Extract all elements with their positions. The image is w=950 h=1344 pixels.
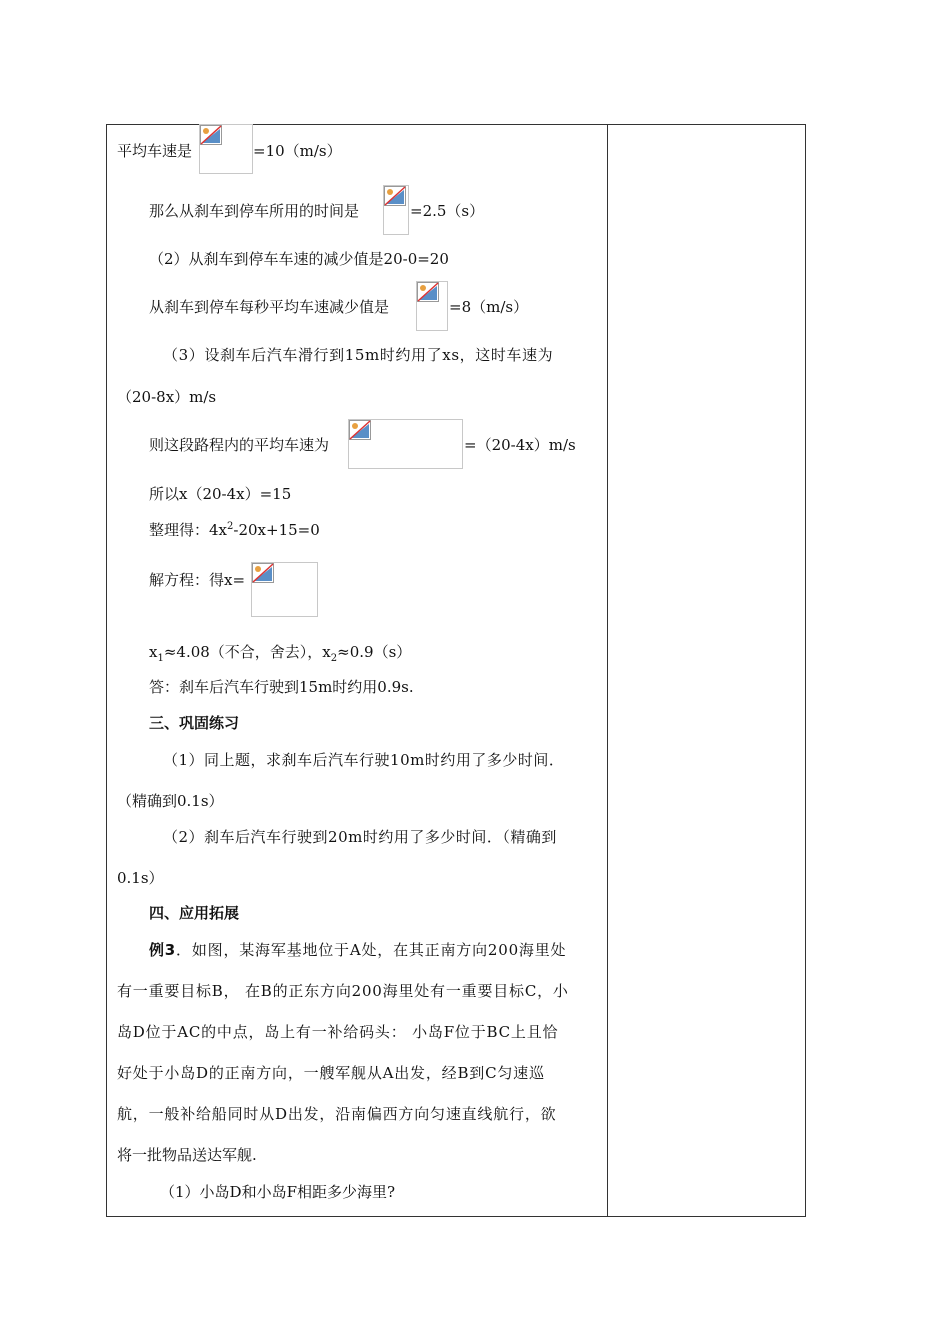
text-line: 答：刹车后汽车行驶到15m时约用0.9s. <box>149 678 414 696</box>
text-line: （1）同上题，求刹车后汽车行驶10m时约用了多少时间． <box>163 751 565 769</box>
text-line: （20-8x）m/s <box>117 388 217 406</box>
text-line: （2）刹车后汽车行驶到20m时约用了多少时间．（精确到 <box>163 828 557 846</box>
text-line: （1）小岛D和小岛F相距多少海里? <box>160 1183 396 1201</box>
section-heading: 四、应用拓展 <box>149 904 240 922</box>
formula-image-placeholder <box>251 562 318 617</box>
column-divider <box>607 125 608 1216</box>
text-line: =10（m/s） <box>253 142 342 160</box>
formula-image-placeholder <box>199 124 253 174</box>
text-line: 则这段路程内的平均车速为 <box>149 436 330 454</box>
text-line: =8（m/s） <box>449 298 529 316</box>
example-label: 例3 <box>149 941 177 959</box>
text-line: （2）从刹车到停车车速的减少值是20-0=20 <box>149 250 449 268</box>
formula-image-placeholder <box>348 419 463 469</box>
text-line: 那么从刹车到停车所用的时间是 <box>149 202 360 220</box>
formula-image-placeholder <box>416 281 448 331</box>
text-line: 平均车速是 <box>117 142 193 160</box>
text-line: （精确到0.1s） <box>117 792 224 810</box>
text-line: 从刹车到停车每秒平均车速减少值是 <box>149 298 390 316</box>
text-line: 有一重要目标B， 在B的正东方向200海里处有一重要目标C，小 <box>117 982 569 1000</box>
content-table <box>106 124 806 1217</box>
formula-image-placeholder <box>383 185 409 235</box>
text-line: 0.1s） <box>117 869 164 887</box>
text-line: 所以x（20-4x）=15 <box>149 485 292 503</box>
section-heading: 三、巩固练习 <box>149 714 240 732</box>
text-line: 解方程：得x= <box>149 571 246 589</box>
text-line: 好处于小岛D的正南方向，一艘军舰从A出发，经B到C匀速巡 <box>117 1064 545 1082</box>
text-line: 将一批物品送达军舰. <box>117 1146 257 1164</box>
text-line: 岛D位于AC的中点，岛上有一补给码头： 小岛F位于BC上且恰 <box>117 1023 559 1041</box>
text-line: =（20-4x）m/s <box>464 436 576 454</box>
text-line: =2.5（s） <box>410 202 485 220</box>
text-line: 整理得：$4x^2-20x+15=0$ <box>149 521 320 539</box>
text-line: 例3．如图，某海军基地位于A处，在其正南方向200海里处 <box>149 941 567 959</box>
text-line: 航，一般补给船同时从D出发，沿南偏西方向匀速直线航行，欲 <box>117 1105 557 1123</box>
text-line: $x_1\approx 4.08$（不合，舍去），$x_2\approx 0.9(s)$ <box>149 643 412 664</box>
text-line: （3）设刹车后汽车滑行到15m时约用了xs，这时车速为 <box>163 346 554 364</box>
